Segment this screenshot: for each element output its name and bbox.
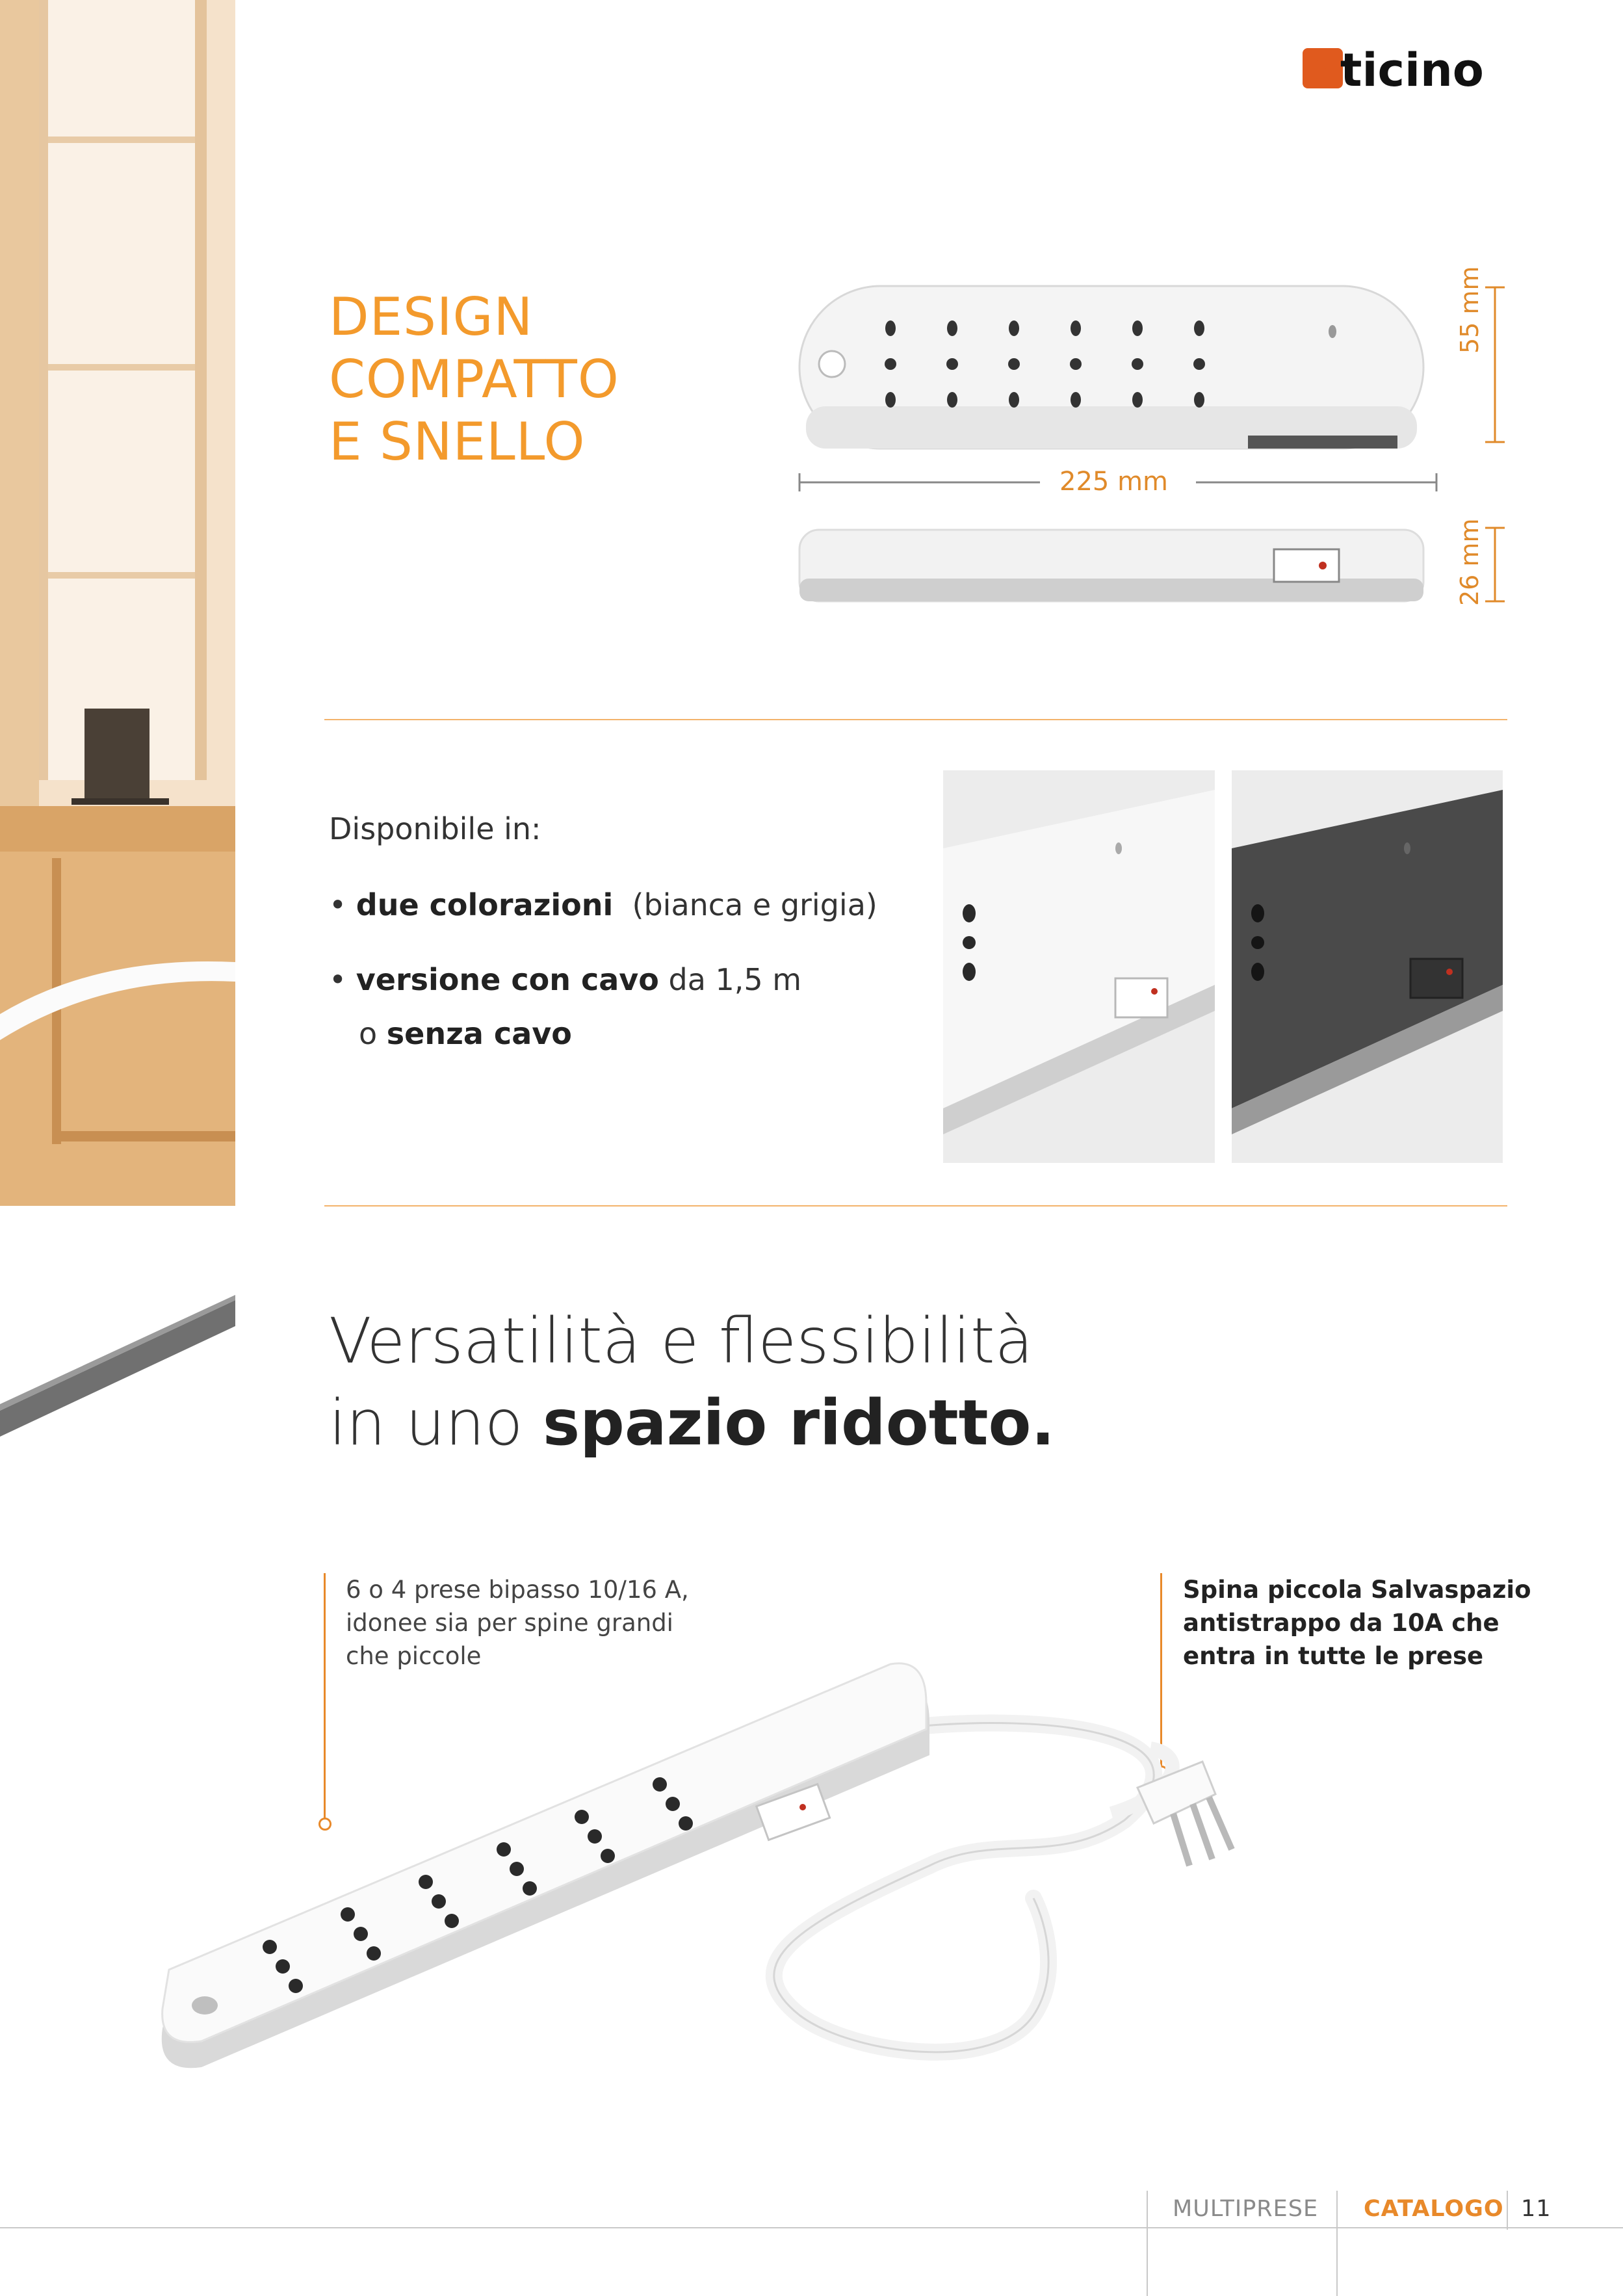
page-number: 11: [1521, 2196, 1552, 2222]
divider: [324, 1205, 1507, 1207]
bullet-cable-line2: [359, 1006, 572, 1061]
callout-line: idonee sia per spine grandi: [346, 1609, 673, 1637]
design-title: [329, 286, 784, 473]
bticino-logo: [1303, 43, 1511, 91]
design-title-line: E SNELLO: [329, 411, 586, 472]
bullet-colors-rest: (bianca e grigia): [632, 887, 877, 922]
headline-line2-bold: spazio ridotto.: [542, 1387, 1055, 1459]
bullet-cable-nocable: senza cavo: [386, 1016, 572, 1051]
footer-section: MULTIPRESE: [1173, 2196, 1319, 2222]
callout-line: antistrappo da 10A che: [1183, 1609, 1500, 1637]
interior-photo: [0, 0, 235, 1206]
footer-rule: [0, 2227, 1623, 2228]
length-dimension-label: 225 mm: [1059, 467, 1168, 497]
design-title-line: COMPATTO: [329, 349, 619, 410]
design-title-line: DESIGN: [329, 287, 534, 347]
bullet-colors-bold: due colorazioni: [356, 887, 614, 922]
footer-catalog: CATALOGO: [1364, 2196, 1504, 2222]
footer-separator: [1336, 2191, 1338, 2296]
white-strip-photo: [943, 770, 1215, 1163]
bullet-cable-bold: versione con cavo: [356, 962, 659, 997]
bullet-cable-or: o: [359, 1016, 378, 1051]
dimension-diagram: [793, 266, 1508, 624]
footer-separator: [1507, 2191, 1508, 2230]
height-dimension-label: 55 mm: [1455, 263, 1484, 358]
power-strip-product-image: [149, 1651, 1319, 2119]
callout-line: 6 o 4 prese bipasso 10/16 A,: [346, 1576, 689, 1604]
availability-intro: Disponibile in:: [329, 811, 541, 846]
bullet-cable: • versione con cavo da 1,5 m: [329, 962, 802, 997]
footer-separator: [1147, 2191, 1148, 2296]
headline-line2: [329, 1382, 1055, 1464]
grey-strip-photo: [1232, 770, 1503, 1163]
bullet-colors: • due colorazioni (bianca e grigia): [329, 887, 877, 922]
headline: [329, 1300, 1055, 1464]
headline-line1: Versatilità e flessibilità: [329, 1305, 1033, 1377]
divider: [324, 719, 1507, 720]
cable-image: [0, 1235, 235, 1508]
bullet-cable-rest: da 1,5 m: [668, 962, 802, 997]
callout-line: che piccole: [346, 1642, 482, 1670]
callout-line: entra in tutte le prese: [1183, 1642, 1484, 1670]
depth-dimension-label: 26 mm: [1455, 515, 1484, 610]
svg-text:b: b: [1303, 43, 1337, 91]
callout-line: Spina piccola Salvaspazio: [1183, 1576, 1531, 1604]
svg-text:ticino: ticino: [1340, 44, 1484, 91]
headline-line2-pre: in uno: [329, 1387, 523, 1459]
